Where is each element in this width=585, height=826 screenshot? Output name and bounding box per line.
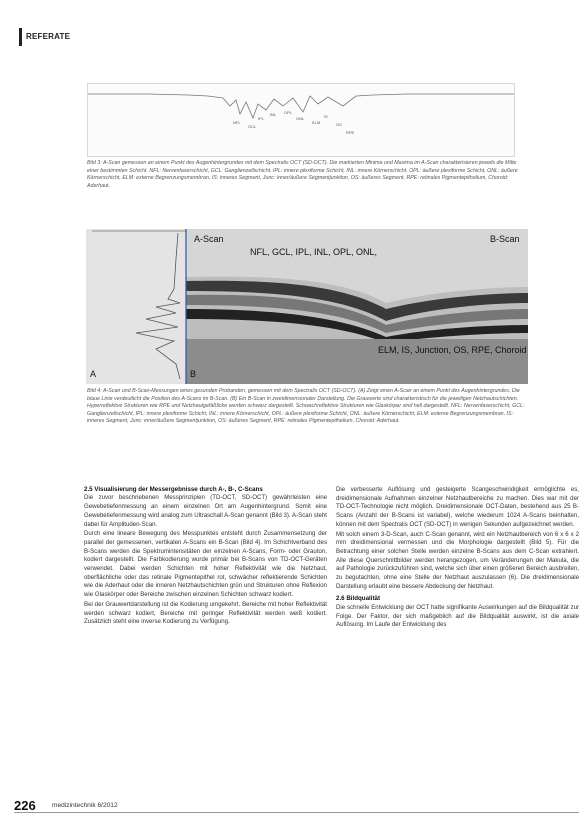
section-marker bbox=[19, 28, 22, 46]
bottom-layer-labels: ELM, IS, Junction, OS, RPE, Choroid bbox=[378, 345, 527, 355]
a-scan-label: OPL bbox=[284, 110, 293, 115]
paragraph: Durch eine lineare Bewegung des Messpunktes entsteht durch Zusammensetzung der parallel der gemessenen, vertikalen A-Scans ein B-Scan (Bild 4). Im Schichtverband des B-Scans werden die Spektrumintensitäten der einzelnen A-Scans, Form- oder Grauton, kodiert dargestellt. Die Farbkodierung wurde primär bei B-Scans von TD-OCT-Geräten verwendet. Dabei werden Schichten mit hoher Reflektivität wie die Netzhaut, oberflächliche oder das retinale Pigmentepithel rot, schwächer reflektierende Schichten wie die Aderhaut oder die inneren Netzhautschichten grün und Strukturen ohne Reflexion wie Glaskörper oder Bereiche zwischen einzelnen Schichten schwarz kodiert. bbox=[84, 530, 327, 599]
a-scan-label: RPE bbox=[346, 130, 355, 135]
right-column bbox=[336, 486, 579, 631]
a-scan-label: NFL bbox=[233, 120, 241, 125]
a-scan-label: OS bbox=[336, 122, 342, 127]
a-scan-label: GCL bbox=[248, 124, 257, 129]
panel-a-label: A bbox=[90, 369, 97, 379]
panel-b-label: B bbox=[190, 369, 197, 379]
paragraph: Mit solch einem 3-D-Scan, auch C-Scan genannt, wird ein Netzhautbereich von 6 x 6 x 2 mm dreidimensional vermessen und die Morphologie dargestellt (Bild 5). Für die Betrachtung einer solchen Stelle werden einzelne B-Scans aus dem C-Scan extrahiert. Alle diese Querschnittbilder werden herangezogen, um Veränderungen der Makula, die auf Pathologie zurückzuführen sind, welche sich über einen größeren Bereich ausbreiten, zu begutachten, ohne eine Stelle der Netzhaut auszulassen (6). Die dreidimensionale Darstellung erlaubt eine bessere Abdeckung der Netzhaut. bbox=[336, 530, 579, 590]
paragraph: Die zuvor beschriebenen Messprinzipien (TD-OCT, SD-OCT) gewährleisten eine Gewebetiefenmessung an einem einzelnen Ort am Augenhintergrund. Somit eine Gewebetiefenmessung wird analog zum Ultraschall A-Scan genannt (Bild 3). A-Scan steht dabei für Amplituden-Scan. bbox=[84, 494, 327, 528]
footer-rule bbox=[14, 812, 579, 813]
figure-3-a-scan-plot bbox=[87, 83, 515, 157]
a-scan-graph bbox=[88, 84, 514, 156]
paragraph: Die schnelle Entwicklung der OCT hatte signifikante Auswirkungen auf die Bildqualität zur Folge. Der Faktor, der sich maßgeblich auf die Bildqualität auswirkt, ist die axiale Auflösung. Im Laufe der Entwicklung des bbox=[336, 603, 579, 629]
figure-3-caption: Bild 3: A-Scan gemessen an einem Punkt des Augenhintergrundes mit dem Spectralis OCT (SD-OCT). Die markierten Minima und Maxima im A-Scan charakterisieren jeweils die Mitte einer bestimmten Schicht. NFL: Nervenfaserschicht, GCL: Ganglienzellschicht, IPL: innere plexiforme Schicht, INL: innere Körnerschicht, OPL: äußere plexiforme Schicht, ONL: äußere Körnerschicht, ELM: externe Begrenzungsmembran, IS: inneres Segment, Junc: inner/äußere Segmentjunktion, OS: äußeres Segment, RPE: retinales Pigmentepithelium, Choroid: Aderhaut. bbox=[87, 160, 518, 189]
section-label: REFERATE bbox=[26, 32, 71, 41]
page-number: 226 bbox=[14, 798, 36, 813]
b-scan-title: B-Scan bbox=[490, 234, 520, 244]
a-scan-label: INL bbox=[270, 112, 277, 117]
top-layer-labels: NFL, GCL, IPL, INL, OPL, ONL, bbox=[250, 247, 378, 257]
paragraph: Bei der Grauwertdarstellung ist die Kodierung umgekehrt. Bereiche mit hoher Reflektivität werden schwarz kodiert, Bereiche mit geringer Reflektivität werden weiß kodiert. Zusätzlich steht eine inverse Kodierung zu Verfügung. bbox=[84, 600, 327, 626]
figure-4-caption: Bild 4: A-Scan und B-Scan-Messungen eines gesunden Probanden, gemessen mit dem Spectralis OCT (SD-OCT). (A) Zeigt einen A-Scan an einem Punkt des Augenhintergrundes. Die blaue Linie verdeutlicht die Position des A-Scans im B-Scan. (B) Ein B-Scan in zweidimensionaler Darstellung. Die Grauwerte sind charakteristisch für die jeweiligen Netzhautschichten. Hyperreflektive Strukturen wie RPE und Netzhautgefäßlicke werden schwarz dargestellt. Schwachreflektive Strukturen wie Glaskörper sind hell dargestellt. NFL: Nervenfaserschicht, GCL: Ganglienzellschicht, IPL: innere plexiforme Schicht, INL: innere Körnerschicht, OPL: äußere plexiforme Schicht, ONL: äußere Körnerschicht, ELM: externe Begrenzungsmembran, IS: inneres Segment, Junc: inner/äußere Segmentjunktion, OS: äußeres Segment, RPE: retinales Pigmentepithelium, Choroid: Aderhaut. bbox=[87, 388, 525, 425]
section-heading-2-5: 2.5 Visualisierung der Messergebnisse durch A-, B-, C-Scans bbox=[84, 486, 263, 493]
a-scan-label: IPL bbox=[258, 116, 265, 121]
a-scan-label: ELM bbox=[312, 120, 321, 125]
a-scan-label: ONL bbox=[296, 116, 305, 121]
a-scan-label: IS bbox=[324, 114, 328, 119]
section-heading-2-6: 2.6 Bildqualität bbox=[336, 595, 381, 603]
paragraph: Die verbesserte Auflösung und gesteigerte Scangeschwindigkeit ermöglichte es, dreidimensionale Aufnahmen einzelner Netzhautbereiche zu machen. Dies war mit der TD-OCT-Technologie nicht möglich. Dreidimensionale OCT-Daten, bestehend aus 25 B-Scans (Anzahl der B-Scans ist variabel), welche wiederum 1024 A-Scans beinhalten, können mit dem Spectralis OCT (SD-OCT) in wenigen Sekunden aufgezeichnet werden. bbox=[336, 486, 579, 528]
a-scan-title: A-Scan bbox=[194, 234, 224, 244]
journal-issue: medizintechnik 6/2012 bbox=[52, 802, 118, 809]
figure-4-oct-image bbox=[86, 229, 528, 384]
left-column bbox=[84, 486, 327, 628]
